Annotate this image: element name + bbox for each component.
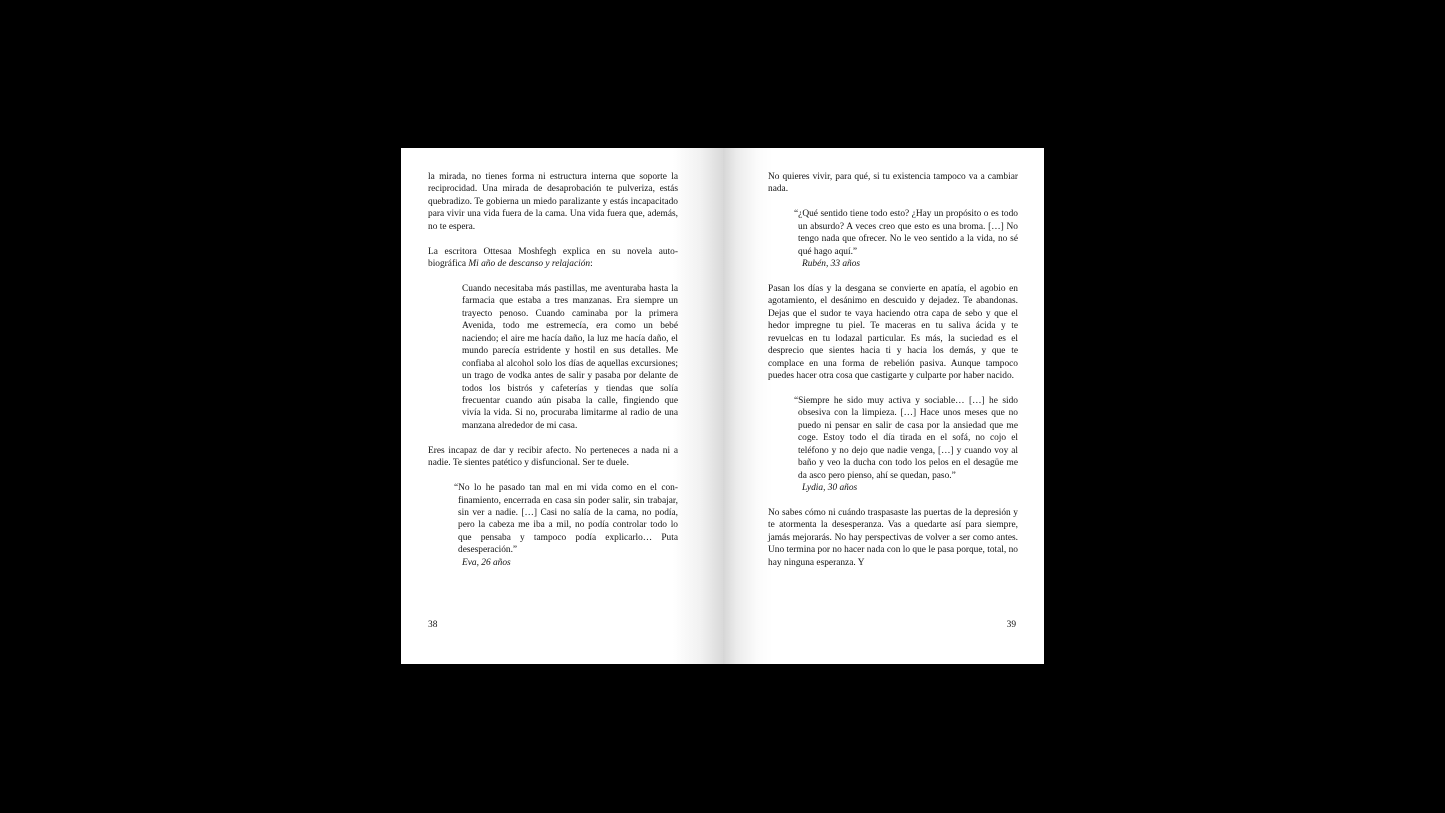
testimony-signature: Lydia, 30 años (802, 483, 858, 494)
open-book-spread (401, 148, 1044, 664)
page-number: 38 (428, 620, 438, 630)
testimony-quote-lydia (768, 395, 1018, 495)
right-page-text (768, 171, 1018, 569)
right-page (723, 148, 1044, 664)
paragraph: Eres incapaz de dar y recibir afecto. No perteneces a nada ni a nadie. Te sientes patético y disfuncional. Ser te duele. (428, 445, 678, 469)
testimony-text: “No lo he pasado tan mal en mi vida como en el confinamiento, encerrada en casa sin poder salir, sin trabajar, sin ver a nadie. […] Casi no salía de la cama, no podía, pero la cabeza me iba a mil, no podía controlar todo lo que pensaba y tampoco podía explicarlo… Puta desesperación.” (454, 483, 678, 556)
block-quote: Cuando necesitaba más pastillas, me aventuraba hasta la farmacia que estaba a tres manzanas. Era siempre un trayecto penoso. Cuando caminaba por la primera Avenida, todo me estremecía, era como un bebé naciendo; el aire me hacía daño, la luz me hacía daño, el mundo parecía estridente y hostil en sus detalles. Me confiaba al alcohol solo los días de aquellas excursiones; un trago de vodka antes de salir y pasaba por delante de todos los bistrós y cafeterías y tiendas que solía frecuentar cuando aún pisaba la calle, fingiendo que vivía la vida. Si no, procuraba limitarme al radio de una manzana alrededor de mi casa. (462, 283, 678, 431)
paragraph: la mirada, no tienes forma ni estructura interna que soporte la reciprocidad. Una mirada de desaprobación te pulveriza, estás quebradizo. Te gobierna un miedo paralizante y estás incapacitado para vivir una vida fuera de la cama. Una vida fuera que, además, no te espera. (428, 172, 678, 232)
testimony-signature: Rubén, 33 años (802, 259, 861, 270)
paragraph-lead: La escritora Ottesaa Moshfegh explica en su novela autobiográfica (428, 246, 678, 270)
paragraph-with-book-title (428, 246, 678, 271)
paragraph: Pasan los días y la desgana se convierte en apatía, el agobio en agotamiento, el desánimo en descuido y dejadez. Te abandonas. Dejas que el sudor te vaya haciendo otra capa de sebo y que el hedor impregne tu piel. Te maceras en tu saliva ácida y te revuelcas en tu lodazal particular. Es más, la suciedad es el desprecio que sientes hacia ti y hacia los demás, y que te complace en una forma de rebelión pasiva. Aunque tampoco puedes hacer otra cosa que castigarte y culparte por haber nacido. (768, 283, 1018, 382)
paragraph: No quieres vivir, para qué, si tu existencia tampoco va a cambiar nada. (768, 172, 1018, 195)
left-page-text (428, 171, 678, 569)
testimony-text: “Siempre he sido muy activa y sociable… […] he sido obsesiva con la limpieza. […] Hace unos meses que no puedo ni pensar en salir de casa por la ansiedad que me coge. Estoy todo el día tirada en el sofá, no cojo el teléfono y no dejo que nadie venga, […] y cuando voy al baño y veo la ducha con todo los pelos en el desagüe me da asco pero pienso, ahí se quedan, paso.” (794, 395, 1018, 481)
testimony-quote-eva (428, 482, 678, 569)
left-page (401, 148, 723, 664)
page-number: 39 (1006, 620, 1016, 630)
book-title: Mi año de descanso y relajación (468, 259, 591, 270)
paragraph-tail: : (590, 259, 593, 270)
testimony-signature: Eva, 26 años (462, 557, 511, 568)
testimony-text: “¿Qué sentido tiene todo esto? ¿Hay un propósito o es todo un absurdo? A veces creo que esto es una broma. […] No tengo nada que ofrecer. No le veo sentido a la vida, no sé qué hago aquí.” (794, 209, 1018, 257)
testimony-quote-ruben (768, 208, 1018, 270)
paragraph: No sabes cómo ni cuándo traspasaste las puertas de la depresión y te atormenta la desesperanza. Vas a quedarte así para siempre, jamás mejorarás. No hay perspectivas de volver a ser como antes. Uno termina por no hacer nada con lo que le pasa porque, total, no hay ninguna esperanza. Y (768, 507, 1018, 568)
